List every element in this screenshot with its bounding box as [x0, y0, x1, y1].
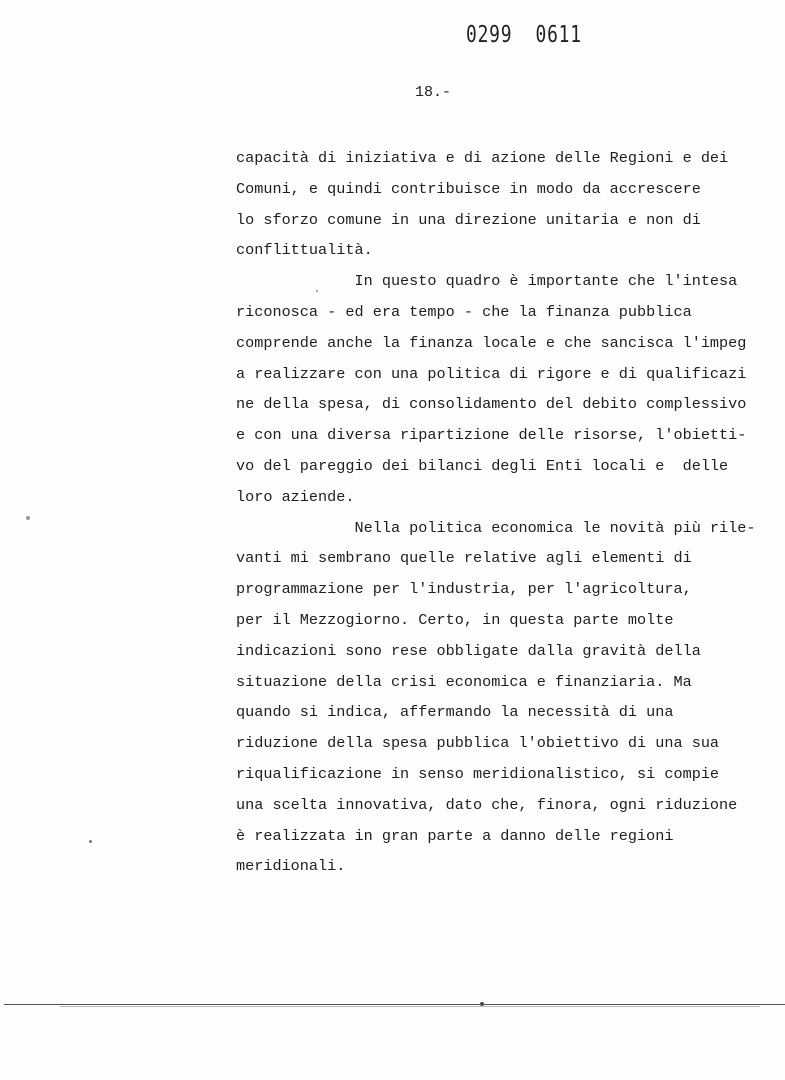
text-line: a realizzare con una politica di rigore e di qualificazi — [236, 364, 747, 383]
archive-number: 0299 0611 — [466, 22, 582, 48]
text-line: è realizzata in gran parte a danno delle regioni — [236, 826, 674, 845]
text-line: meridionali. — [236, 857, 346, 876]
text-line: capacità di iniziativa e di azione delle Regioni e dei — [236, 149, 729, 167]
page-number: 18.- — [415, 84, 452, 101]
text-line: vanti mi sembrano quelle relative agli elementi di — [236, 549, 692, 568]
page-bottom-edge — [4, 1004, 785, 1005]
text-line: una scelta innovativa, dato che, finora, ogni riduzione — [236, 795, 738, 814]
text-line: riduzione della spesa pubblica l'obiettivo di una sua — [236, 734, 720, 753]
text-line: ne della spesa, di consolidamento del debito complessivo — [236, 395, 747, 414]
scan-speck — [26, 516, 30, 520]
text-line: riconosca - ed era tempo - che la finanza pubblica — [236, 302, 692, 321]
text-line: indicazioni sono rese obbligate dalla gravità della — [236, 641, 701, 660]
text-line: riqualificazione in senso meridionalistico, si compie — [236, 764, 720, 783]
text-line: situazione della crisi economica e finanziaria. Ma — [236, 672, 692, 691]
text-line: vo del pareggio dei bilanci degli Enti locali e delle — [236, 456, 729, 475]
body-text — [236, 143, 785, 882]
text-line: quando si indica, affermando la necessità di una — [236, 703, 674, 722]
text-line: e con una diversa ripartizione delle risorse, l'obietti- — [236, 426, 747, 445]
text-line: comprende anche la finanza locale e che sancisca l'impeg — [236, 333, 747, 352]
text-line: per il Mezzogiorno. Certo, in questa parte molte — [236, 610, 674, 629]
text-line: Comuni, e quindi contribuisce in modo da accrescere — [236, 179, 701, 198]
text-line: loro aziende. — [236, 487, 355, 506]
text-line: Nella politica economica le novità più rile- — [236, 518, 756, 537]
scan-speck — [89, 840, 92, 843]
text-line: In questo quadro è importante che l'intesa — [236, 272, 738, 291]
scan-speck — [316, 290, 318, 292]
text-line: programmazione per l'industria, per l'agricoltura, — [236, 580, 692, 599]
text-line: conflittualità. — [236, 241, 373, 260]
text-line: lo sforzo comune in una direzione unitaria e non di — [236, 210, 701, 229]
page-bottom-edge-shadow — [60, 1006, 760, 1007]
